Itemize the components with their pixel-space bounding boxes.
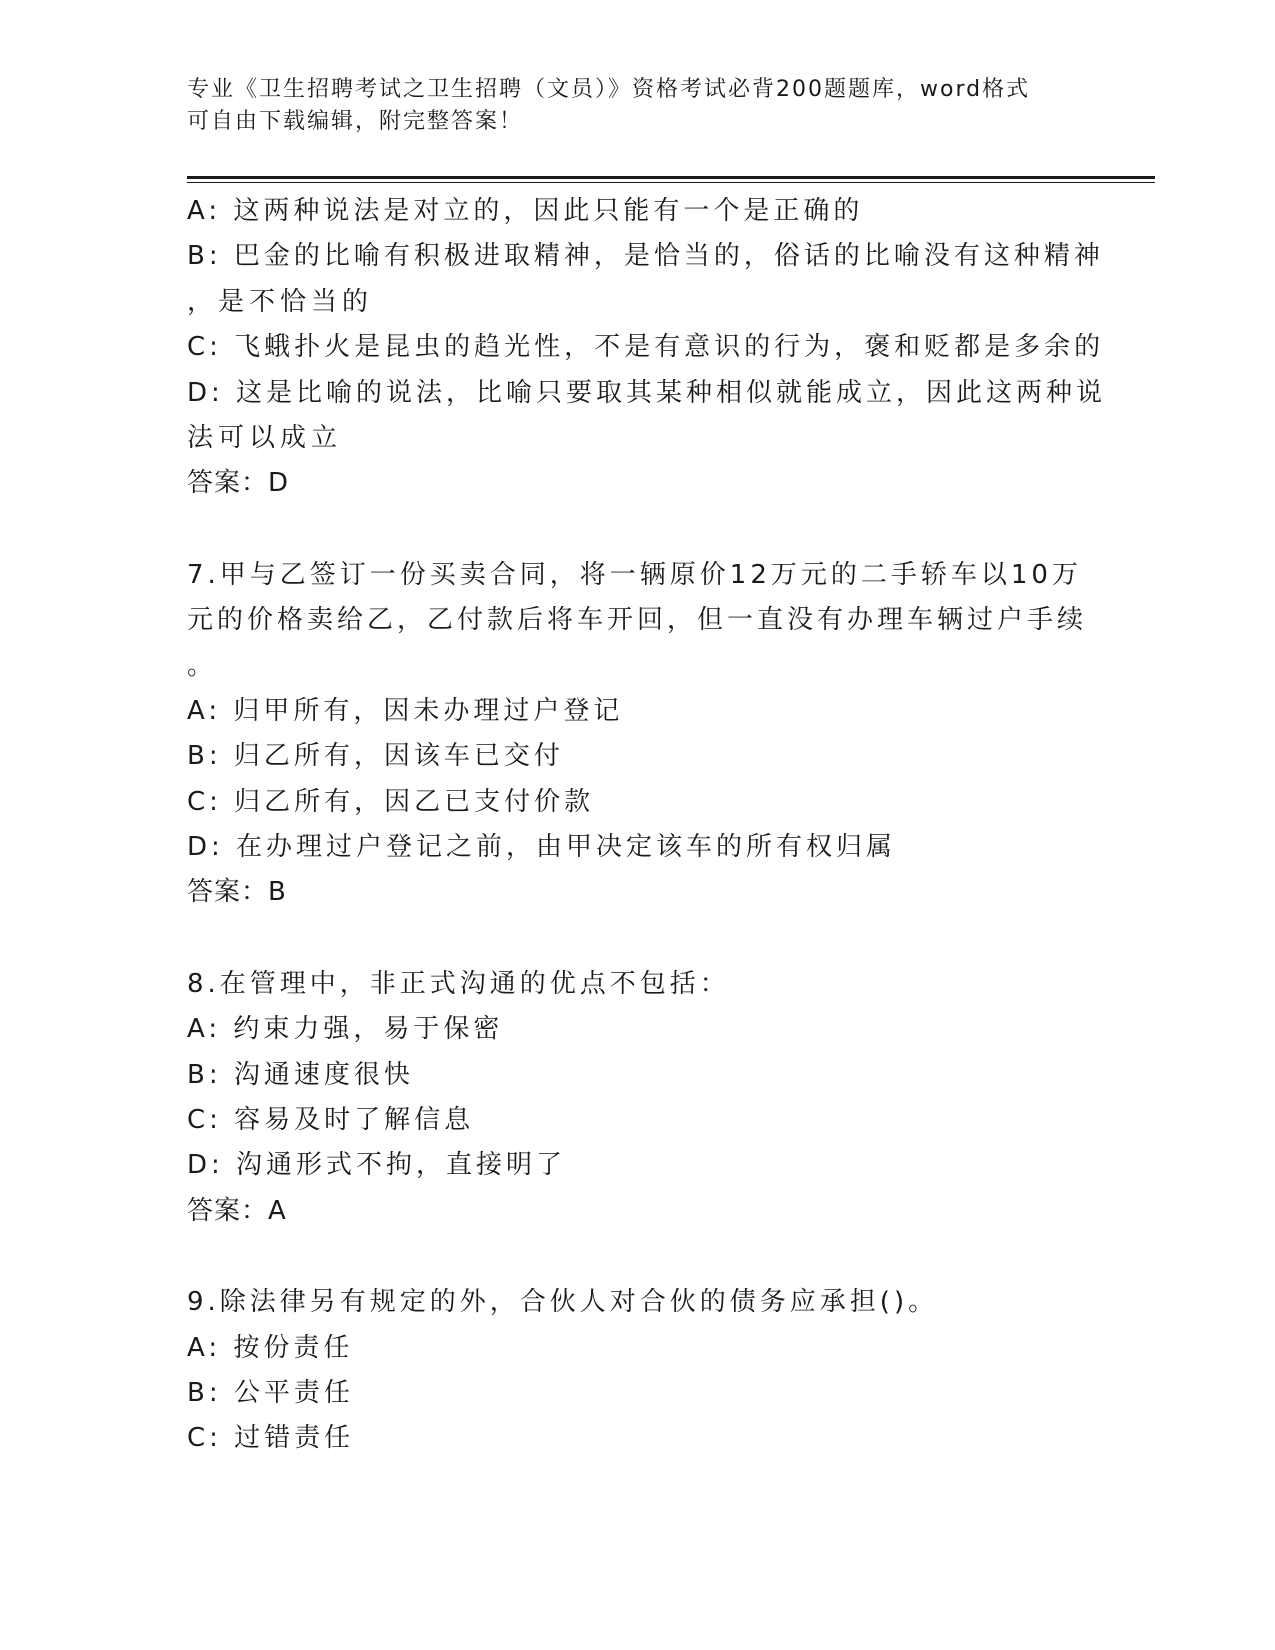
option-a: A: 归甲所有，因未办理过户登记	[187, 695, 624, 726]
question-8	[187, 962, 1087, 1234]
page-header	[187, 74, 1087, 138]
question-stem: 9.除法律另有规定的外，合伙人对合伙的债务应承担()。	[187, 1287, 939, 1318]
option-c: C: 飞蛾扑火是昆虫的趋光性，不是有意识的行为，褒和贬都是多余的	[187, 332, 1105, 363]
question-stem-end: 。	[187, 650, 218, 681]
spacer	[187, 1234, 1087, 1280]
option-c: C: 归乙所有，因乙已支付价款	[187, 786, 595, 817]
header-title-line-1: 专业《卫生招聘考试之卫生招聘（文员）》资格考试必背200题题库，word格式	[187, 77, 1031, 102]
option-b: B: 巴金的比喻有积极进取精神，是恰当的，俗话的比喻没有这种精神	[187, 241, 1104, 272]
header-divider-thin	[187, 182, 1155, 183]
option-c: C: 容易及时了解信息	[187, 1105, 475, 1136]
option-a: A: 按份责任	[187, 1332, 354, 1363]
answer-line: 答案：A	[187, 1195, 287, 1226]
question-stem: 8.在管理中，非正式沟通的优点不包括：	[187, 968, 730, 999]
header-title-line-2: 可自由下载编辑，附完整答案！	[187, 109, 524, 134]
question-7	[187, 553, 1087, 916]
spacer	[187, 916, 1087, 962]
option-a: A: 这两种说法是对立的，因此只能有一个是正确的	[187, 196, 864, 226]
option-c: C: 过错责任	[187, 1423, 355, 1454]
option-d: D: 沟通形式不拘，直接明了	[187, 1150, 567, 1181]
question-stem: 7.甲与乙签订一份买卖合同，将一辆原价12万元的二手轿车以10万	[187, 559, 1082, 590]
option-d: D: 在办理过户登记之前，由甲决定该车的所有权归属	[187, 832, 897, 863]
answer-line: 答案：D	[187, 468, 290, 499]
option-d-continued: 法可以成立	[187, 422, 343, 453]
option-b: B: 沟通速度很快	[187, 1059, 414, 1090]
spacer	[187, 507, 1087, 553]
option-b: B: 归乙所有，因该车已交付	[187, 741, 564, 772]
option-b: B: 公平责任	[187, 1377, 354, 1408]
question-list	[187, 189, 1107, 1462]
option-b-continued: ，是不恰当的	[187, 286, 374, 317]
question-6	[187, 189, 1107, 507]
header-divider-thick	[187, 176, 1155, 179]
question-stem-continued: 元的价格卖给乙，乙付款后将车开回，但一直没有办理车辆过户手续	[187, 605, 1088, 636]
option-d: D: 这是比喻的说法，比喻只要取其某种相似就能成立，因此这两种说	[187, 377, 1107, 408]
answer-line: 答案：B	[187, 877, 287, 908]
question-9	[187, 1280, 1087, 1462]
option-a: A: 约束力强，易于保密	[187, 1014, 504, 1045]
